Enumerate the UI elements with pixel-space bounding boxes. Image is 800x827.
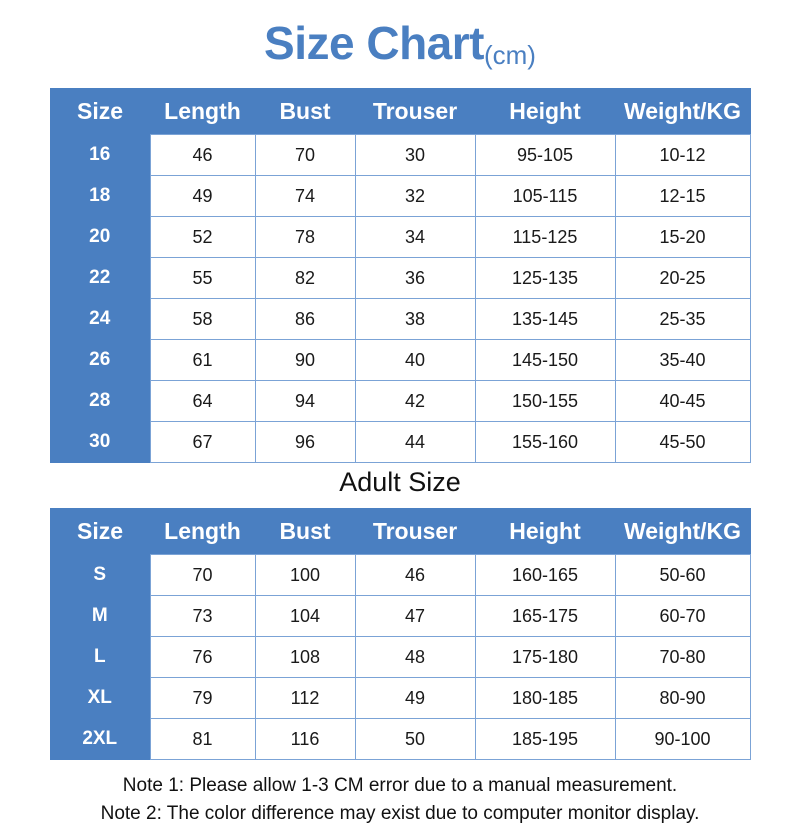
cell-height: 125-135 [475,258,615,299]
cell-length: 81 [150,719,255,760]
cell-weight: 25-35 [615,299,750,340]
cell-bust: 82 [255,258,355,299]
cell-weight: 90-100 [615,719,750,760]
cell-trouser: 46 [355,555,475,596]
cell-size: 2XL [50,719,150,760]
table-row [50,299,750,340]
cell-weight: 40-45 [615,381,750,422]
cell-length: 79 [150,678,255,719]
cell-length: 64 [150,381,255,422]
cell-bust: 96 [255,422,355,463]
cell-length: 73 [150,596,255,637]
cell-bust: 104 [255,596,355,637]
cell-size: 26 [50,340,150,381]
table-row [50,422,750,463]
cell-size: M [50,596,150,637]
page-title-text: Size Chart [264,17,484,69]
cell-height: 175-180 [475,637,615,678]
cell-bust: 90 [255,340,355,381]
page-title-unit: (cm) [483,40,536,70]
table-row [50,719,750,760]
adult-size-label: Adult Size [339,467,461,497]
column-header-trouser: Trouser [355,508,475,555]
cell-length: 55 [150,258,255,299]
cell-bust: 78 [255,217,355,258]
cell-trouser: 50 [355,719,475,760]
cell-length: 52 [150,217,255,258]
adult-table-header [50,508,750,555]
table-row [50,258,750,299]
cell-bust: 108 [255,637,355,678]
cell-height: 160-165 [475,555,615,596]
table-row [50,637,750,678]
table-header-row [50,88,750,135]
cell-bust: 112 [255,678,355,719]
cell-weight: 35-40 [615,340,750,381]
cell-height: 150-155 [475,381,615,422]
cell-trouser: 48 [355,637,475,678]
cell-bust: 70 [255,135,355,176]
cell-trouser: 30 [355,135,475,176]
table-row [50,176,750,217]
column-header-length: Length [150,508,255,555]
adult-size-table [50,508,751,760]
cell-height: 180-185 [475,678,615,719]
cell-weight: 60-70 [615,596,750,637]
column-header-trouser: Trouser [355,88,475,135]
cell-height: 155-160 [475,422,615,463]
cell-height: 105-115 [475,176,615,217]
cell-weight: 15-20 [615,217,750,258]
cell-size: S [50,555,150,596]
cell-trouser: 32 [355,176,475,217]
page-title [0,0,800,70]
cell-trouser: 40 [355,340,475,381]
cell-trouser: 47 [355,596,475,637]
column-header-weight: Weight/KG [615,88,750,135]
cell-trouser: 34 [355,217,475,258]
table-row [50,678,750,719]
cell-height: 115-125 [475,217,615,258]
cell-length: 70 [150,555,255,596]
cell-size: 16 [50,135,150,176]
column-header-length: Length [150,88,255,135]
cell-size: 24 [50,299,150,340]
adult-size-table-block [50,508,750,760]
column-header-bust: Bust [255,88,355,135]
table-row [50,135,750,176]
table-row [50,596,750,637]
cell-size: 30 [50,422,150,463]
cell-bust: 86 [255,299,355,340]
cell-weight: 50-60 [615,555,750,596]
cell-bust: 116 [255,719,355,760]
cell-height: 145-150 [475,340,615,381]
table-row [50,217,750,258]
cell-size: XL [50,678,150,719]
notes-section [0,760,800,827]
cell-length: 58 [150,299,255,340]
column-header-height: Height [475,508,615,555]
cell-height: 135-145 [475,299,615,340]
cell-trouser: 44 [355,422,475,463]
cell-weight: 10-12 [615,135,750,176]
note-line-1: Note 1: Please allow 1-3 CM error due to a manual measurement. [122,775,678,796]
cell-length: 76 [150,637,255,678]
cell-weight: 80-90 [615,678,750,719]
cell-trouser: 42 [355,381,475,422]
cell-weight: 20-25 [615,258,750,299]
cell-height: 165-175 [475,596,615,637]
cell-weight: 45-50 [615,422,750,463]
adult-table-body [50,555,750,760]
cell-height: 185-195 [475,719,615,760]
note-line-2: Note 2: The color difference may exist due to computer monitor display. [100,802,700,824]
column-header-size: Size [50,88,150,135]
kids-size-table-block [50,88,750,463]
cell-length: 61 [150,340,255,381]
cell-size: L [50,637,150,678]
cell-size: 28 [50,381,150,422]
table-header-row [50,508,750,555]
cell-length: 67 [150,422,255,463]
cell-length: 49 [150,176,255,217]
cell-trouser: 36 [355,258,475,299]
cell-size: 20 [50,217,150,258]
cell-bust: 94 [255,381,355,422]
cell-size: 18 [50,176,150,217]
cell-weight: 12-15 [615,176,750,217]
cell-weight: 70-80 [615,637,750,678]
cell-trouser: 49 [355,678,475,719]
column-header-weight: Weight/KG [615,508,750,555]
cell-length: 46 [150,135,255,176]
cell-size: 22 [50,258,150,299]
column-header-size: Size [50,508,150,555]
column-header-height: Height [475,88,615,135]
table-row [50,381,750,422]
table-row [50,340,750,381]
kids-table-body [50,135,750,463]
column-header-bust: Bust [255,508,355,555]
kids-table-header [50,88,750,135]
cell-height: 95-105 [475,135,615,176]
cell-bust: 74 [255,176,355,217]
cell-trouser: 38 [355,299,475,340]
table-row [50,555,750,596]
kids-size-table [50,88,751,463]
cell-bust: 100 [255,555,355,596]
